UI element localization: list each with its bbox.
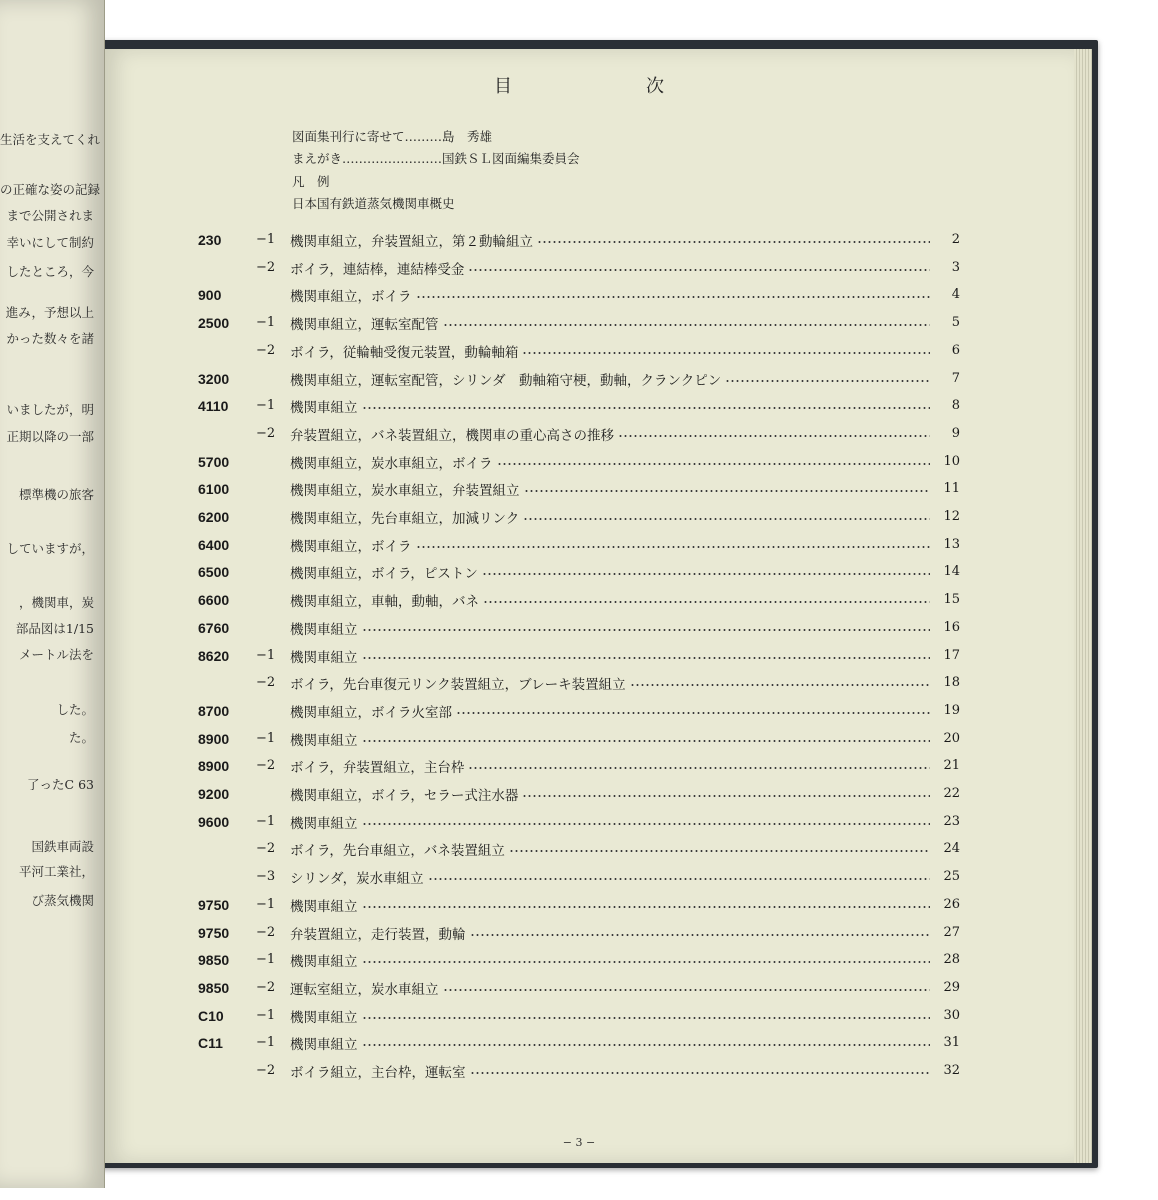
toc-page-number: 2: [951, 232, 960, 247]
toc-entry[interactable]: [0, 752, 1158, 780]
preface-line: 日本国有鉄道蒸気機関車概史: [292, 196, 455, 211]
toc-entry[interactable]: [0, 503, 1158, 531]
toc-page-number: 18: [943, 675, 960, 690]
toc-entry[interactable]: [0, 808, 1158, 836]
toc-entry-title: 機関車組立，運転室配管，シリンダ 動軸箱守梗，動軸，クランクピン: [290, 373, 722, 389]
toc-sub-number: −1: [256, 731, 276, 746]
dot-leader: [630, 684, 930, 686]
dot-leader: [362, 1017, 931, 1019]
toc-model-number: 9600: [198, 814, 230, 830]
dot-leader: [362, 906, 931, 908]
dot-leader: [443, 989, 931, 991]
toc-sub-number: −2: [256, 426, 276, 441]
left-page-text-fragment: 進み，予想以上: [5, 305, 94, 320]
left-page-text-fragment: かった数々を諸: [6, 331, 94, 346]
toc-sub-number: −3: [256, 869, 276, 884]
dot-leader: [483, 601, 930, 603]
toc-sub-number: −1: [256, 952, 276, 967]
toc-entry[interactable]: [0, 725, 1158, 753]
toc-model-number: 6400: [198, 537, 230, 553]
toc-entry-title: 機関車組立: [290, 899, 358, 915]
toc-entry-title: 機関車組立: [290, 954, 358, 970]
toc-model-number: C11: [198, 1035, 223, 1051]
toc-entry[interactable]: [0, 1002, 1158, 1030]
toc-entry[interactable]: [0, 697, 1158, 725]
toc-model-number: 6200: [198, 509, 230, 525]
dot-leader: [362, 823, 931, 825]
toc-entry[interactable]: [0, 558, 1158, 586]
toc-entry-title: ボイラ，先台車組立，バネ装置組立: [290, 843, 505, 859]
dot-leader: [618, 435, 930, 437]
dot-leader: [497, 463, 931, 465]
toc-page-number: 15: [943, 592, 960, 607]
toc-page-number: 7: [951, 371, 960, 386]
left-page-text-fragment: メートル法を: [18, 647, 94, 662]
toc-sub-number: [256, 448, 290, 476]
page-number: − 3 −: [562, 1136, 596, 1149]
toc-model-number: C10: [198, 1008, 224, 1024]
toc-entry[interactable]: [0, 531, 1158, 559]
preface-line: 凡 例: [292, 174, 330, 189]
toc-entry[interactable]: [0, 1029, 1158, 1057]
toc-sub-number: −2: [256, 841, 276, 856]
toc-title: 目 次: [494, 76, 722, 97]
toc-entry-title: 機関車組立，炭水車組立，弁装置組立: [290, 483, 520, 499]
left-page-text-fragment: 正期以降の一部: [6, 429, 94, 444]
toc-sub-number: [256, 365, 290, 393]
toc-entry-title: 機関車組立: [290, 816, 358, 832]
left-page-text-fragment: していますが，: [6, 541, 94, 556]
toc-page-number: 19: [943, 703, 960, 718]
toc-entry-title: 機関車組立，ボイラ火室部: [290, 705, 452, 721]
toc-entry[interactable]: [0, 669, 1158, 697]
toc-sub-number: [256, 586, 290, 614]
toc-entry[interactable]: [0, 586, 1158, 614]
toc-page-number: 25: [943, 869, 960, 884]
toc-page-number: 28: [943, 952, 960, 967]
toc-entry-title: 機関車組立: [290, 1010, 358, 1026]
toc-page-number: 27: [943, 925, 960, 940]
dot-leader: [362, 657, 931, 659]
toc-page-number: 32: [943, 1063, 960, 1078]
toc-entry[interactable]: [0, 780, 1158, 808]
toc-sub-number: −2: [256, 675, 276, 690]
toc-model-number: 6760: [198, 620, 230, 636]
toc-sub-number: −1: [256, 1008, 276, 1023]
toc-sub-number: −2: [256, 1063, 276, 1078]
toc-entry[interactable]: [0, 392, 1158, 420]
left-page-text-fragment: 了ったC 63: [27, 777, 94, 792]
toc-page-number: 22: [943, 786, 960, 801]
dot-leader: [362, 961, 931, 963]
toc-entry-title: 弁装置組立，バネ装置組立，機関車の重心高さの推移: [290, 428, 614, 444]
dot-leader: [362, 629, 931, 631]
toc-entry-title: シリンダ，炭水車組立: [290, 871, 424, 887]
toc-page-number: 12: [943, 509, 960, 524]
toc-model-number: 8620: [198, 648, 230, 664]
toc-entry[interactable]: [0, 863, 1158, 891]
toc-sub-number: −1: [256, 814, 276, 829]
toc-entry-title: 機関車組立，ボイラ，ピストン: [290, 566, 478, 582]
dot-leader: [468, 767, 930, 769]
toc-entry[interactable]: [0, 946, 1158, 974]
toc-page-number: 21: [943, 758, 960, 773]
left-page-text-fragment: したところ，今: [6, 264, 94, 279]
toc-entry-title: ボイラ，連結棒，連結棒受金: [290, 262, 465, 278]
left-page-text-fragment: 部品図は1/15: [15, 621, 94, 636]
toc-model-number: 9850: [198, 952, 230, 968]
toc-entry-title: 機関車組立: [290, 622, 358, 638]
dot-leader: [509, 850, 930, 852]
toc-model-number: 900: [198, 287, 222, 303]
dot-leader: [443, 324, 931, 326]
toc-model-number: 3200: [198, 371, 230, 387]
toc-model-number: 9750: [198, 897, 230, 913]
toc-entry-title: 機関車組立，ボイラ: [290, 289, 412, 305]
toc-page-number: 9: [951, 426, 960, 441]
dot-leader: [523, 518, 930, 520]
dot-leader: [470, 1072, 931, 1074]
left-page-text-fragment: 標準機の旅客: [18, 487, 94, 502]
toc-entry[interactable]: [0, 614, 1158, 642]
toc-entry-title: ボイラ，従輪軸受復元装置，動輪軸箱: [290, 345, 519, 361]
toc-sub-number: [256, 531, 290, 559]
toc-entry[interactable]: [0, 642, 1158, 670]
toc-entry[interactable]: [0, 974, 1158, 1002]
dot-leader: [362, 740, 931, 742]
dot-leader: [468, 269, 930, 271]
toc-entry-title: 機関車組立，先台車組立，加減リンク: [290, 511, 520, 527]
toc-entry-title: ボイラ，先台車復元リンク装置組立，ブレーキ装置組立: [290, 677, 626, 693]
toc-page-number: 31: [943, 1035, 960, 1050]
left-page-text-fragment: の正確な姿の記録: [0, 182, 101, 197]
toc-sub-number: −2: [256, 758, 276, 773]
toc-entry[interactable]: [0, 891, 1158, 919]
toc-entry[interactable]: [0, 254, 1158, 282]
toc-entry-title: 機関車組立: [290, 733, 358, 749]
toc-sub-number: [256, 475, 290, 503]
toc-page-number: 4: [951, 287, 960, 302]
toc-page-number: 17: [943, 648, 960, 663]
toc-page-number: 20: [943, 731, 960, 746]
left-page-text-fragment: び蒸気機関: [31, 893, 94, 908]
toc-entry[interactable]: [0, 281, 1158, 309]
dot-leader: [362, 407, 931, 409]
toc-sub-number: −2: [256, 343, 276, 358]
toc-sub-number: [256, 780, 290, 808]
toc-page-number: 24: [943, 841, 960, 856]
dot-leader: [725, 380, 930, 382]
toc-page-number: 8: [951, 398, 960, 413]
toc-sub-number: [256, 558, 290, 586]
toc-entry-title: 機関車組立，弁装置組立，第２動輪組立: [290, 234, 533, 250]
toc-entry[interactable]: [0, 337, 1158, 365]
toc-sub-number: −2: [256, 925, 276, 940]
toc-entry[interactable]: [0, 420, 1158, 448]
toc-sub-number: −1: [256, 232, 276, 247]
toc-page-number: 3: [951, 260, 960, 275]
toc-entry[interactable]: [0, 475, 1158, 503]
toc-sub-number: −1: [256, 315, 276, 330]
toc-page-number: 13: [943, 537, 960, 552]
toc-model-number: 6600: [198, 592, 230, 608]
left-page-text-fragment: ，機関車，炭: [18, 595, 94, 610]
toc-page-number: 30: [943, 1008, 960, 1023]
toc-entry[interactable]: [0, 1057, 1158, 1085]
toc-model-number: 9200: [198, 786, 230, 802]
dot-leader: [456, 712, 930, 714]
toc-entry[interactable]: [0, 919, 1158, 947]
toc-entry[interactable]: [0, 365, 1158, 393]
toc-page-number: 16: [943, 620, 960, 635]
toc-page-number: 29: [943, 980, 960, 995]
toc-entry-title: ボイラ組立，主台枠，運転室: [290, 1065, 466, 1081]
toc-entry-title: 機関車組立，炭水車組立，ボイラ: [290, 456, 493, 472]
toc-entry[interactable]: [0, 226, 1158, 254]
toc-entry-title: 機関車組立: [290, 400, 358, 416]
toc-entry-title: 運転室組立，炭水車組立: [290, 982, 439, 998]
toc-sub-number: [256, 503, 290, 531]
toc-sub-number: −1: [256, 1035, 276, 1050]
toc-sub-number: −1: [256, 897, 276, 912]
toc-model-number: 6500: [198, 564, 230, 580]
dot-leader: [537, 241, 930, 243]
toc-page-number: 26: [943, 897, 960, 912]
left-page-text-fragment: た。: [68, 730, 94, 745]
preface-line: まえがき……………………国鉄ＳＬ図面編集委員会: [292, 151, 580, 166]
toc-page-number: 6: [951, 343, 960, 358]
toc-sub-number: −1: [256, 648, 276, 663]
toc-entry-title: 弁装置組立，走行装置，動輪: [290, 927, 466, 943]
toc-entry-title: 機関車組立，ボイラ，セラー式注水器: [290, 788, 519, 804]
toc-page-number: 23: [943, 814, 960, 829]
toc-entry-title: ボイラ，弁装置組立，主台枠: [290, 760, 465, 776]
left-page-text-fragment: 幸いにして制約: [6, 235, 94, 250]
toc-entry[interactable]: [0, 309, 1158, 337]
dot-leader: [428, 878, 930, 880]
toc-page-number: 11: [943, 481, 960, 496]
toc-entry-title: 機関車組立，車軸，動軸，バネ: [290, 594, 479, 610]
toc-model-number: 8900: [198, 758, 230, 774]
toc-entry-title: 機関車組立: [290, 650, 358, 666]
dot-leader: [416, 296, 931, 298]
toc-entry[interactable]: [0, 835, 1158, 863]
dot-leader: [482, 573, 930, 575]
left-page-text-fragment: 生活を支えてくれ: [0, 132, 101, 147]
left-page-text-fragment: した。: [56, 702, 94, 717]
left-page-text-fragment: 国鉄車両設: [31, 839, 94, 854]
toc-page-number: 14: [943, 564, 960, 579]
dot-leader: [416, 546, 931, 548]
toc-sub-number: [256, 281, 290, 309]
toc-entry[interactable]: [0, 448, 1158, 476]
toc-model-number: 8700: [198, 703, 230, 719]
toc-model-number: 230: [198, 232, 222, 248]
toc-model-number: 6100: [198, 481, 230, 497]
dot-leader: [524, 490, 931, 492]
toc-entry-title: 機関車組立，運転室配管: [290, 317, 439, 333]
left-page-text-fragment: 平河工業社，: [18, 864, 94, 879]
toc-model-number: 2500: [198, 315, 230, 331]
toc-model-number: 9750: [198, 925, 230, 941]
dot-leader: [470, 934, 931, 936]
toc-sub-number: [256, 614, 290, 642]
toc-model-number: 4110: [198, 398, 229, 414]
toc-entry-title: 機関車組立，ボイラ: [290, 539, 412, 555]
toc-model-number: 9850: [198, 980, 230, 996]
toc-page-number: 5: [951, 315, 960, 330]
toc-sub-number: −2: [256, 980, 276, 995]
dot-leader: [522, 352, 930, 354]
toc-sub-number: −2: [256, 260, 276, 275]
dot-leader: [522, 795, 930, 797]
preface-line: 図面集刊行に寄せて………島 秀雄: [292, 129, 493, 144]
toc-page-number: 10: [943, 454, 960, 469]
toc-sub-number: [256, 697, 290, 725]
left-page-text-fragment: いましたが，明: [6, 402, 94, 417]
left-page-text-fragment: まで公開されま: [6, 208, 94, 223]
dot-leader: [362, 1044, 931, 1046]
toc-sub-number: −1: [256, 398, 276, 413]
toc-entry-title: 機関車組立: [290, 1037, 358, 1053]
toc-model-number: 5700: [198, 454, 230, 470]
toc-model-number: 8900: [198, 731, 230, 747]
